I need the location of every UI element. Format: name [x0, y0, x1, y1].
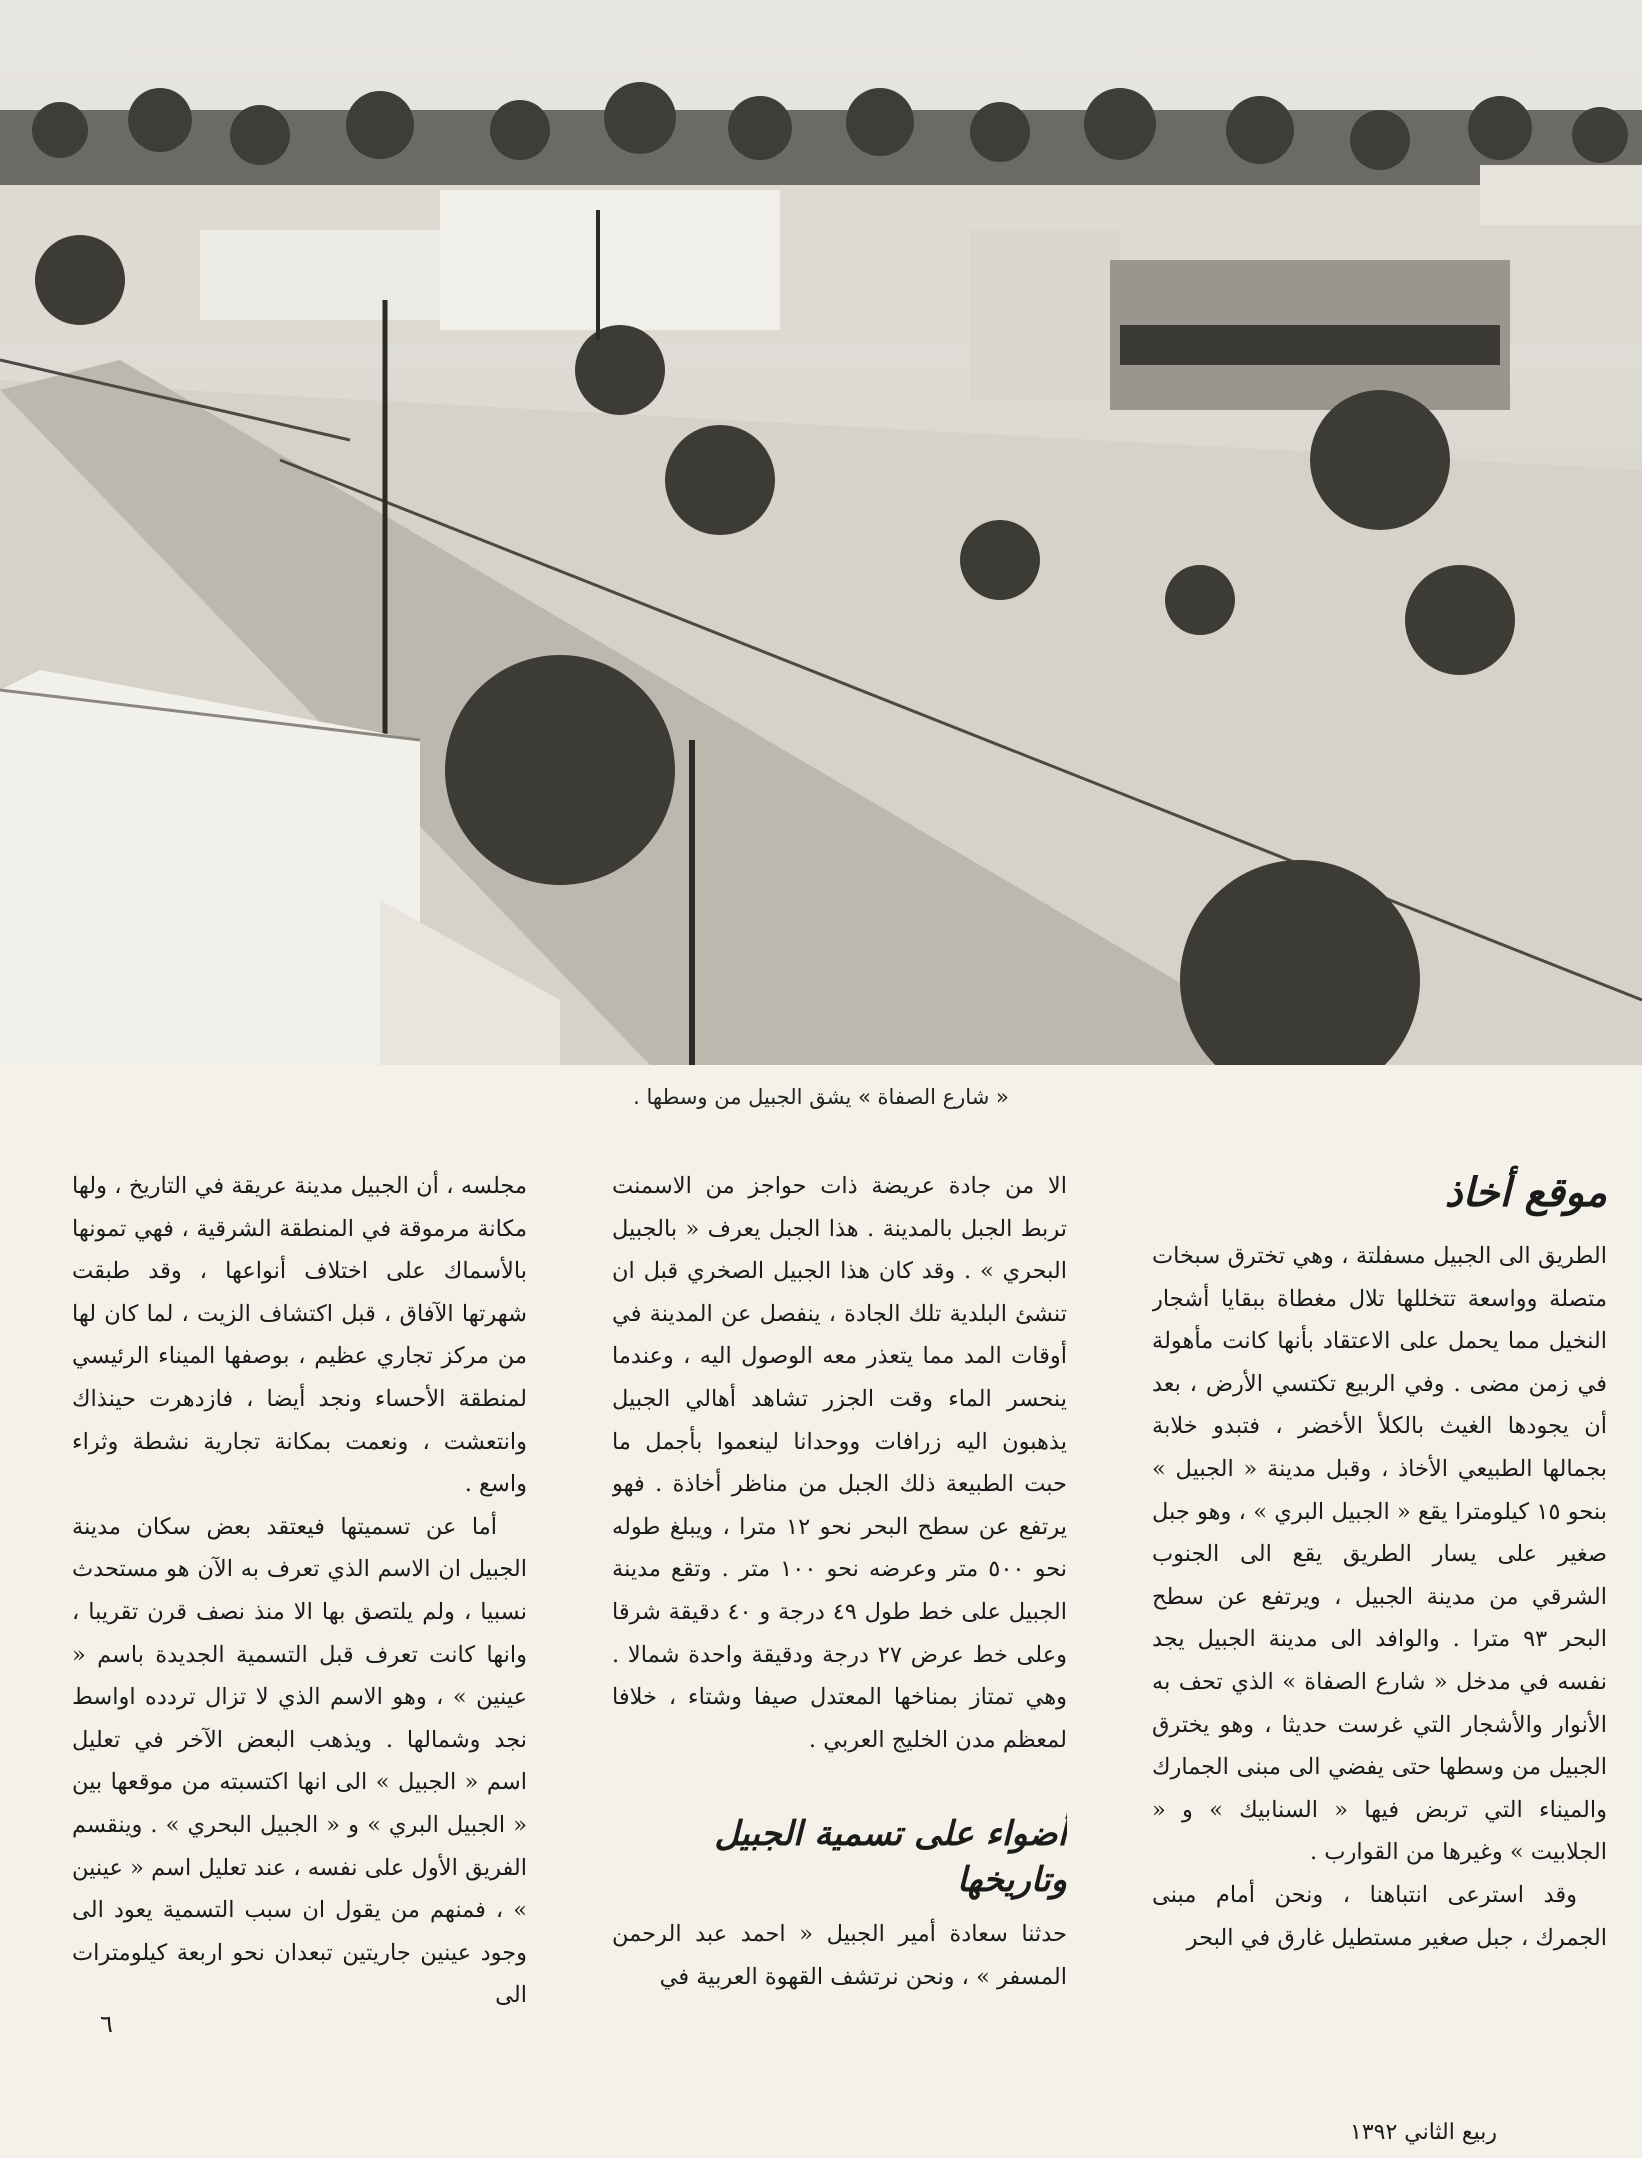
page-number: ٦: [100, 2010, 113, 2038]
paragraph: الا من جادة عريضة ذات حواجز من الاسمنت تربط الجبل بالمدينة . هذا الجبل يعرف « بالجبيل البحري » . وقد كان هذا الجبيل الصخري قبل ان تنشئ البلدية تلك الجادة ، ينفصل عن المدينة في أوقات المد مما يتعذر معه الوصول اليه ، وعندما ينحسر الماء وقت الجزر تشاهد أهالي الجبيل يذهبون اليه زرافات ووحدانا لينعموا بأجمل ما حبت الطبيعة ذلك الجبل من مناظر أخاذة . فهو يرتفع عن سطح البحر نحو ١٢ مترا ، ويبلغ طوله نحو ٥٠٠ متر وعرضه نحو ١٠٠ متر . وتقع مدينة الجبيل على خط طول ٤٩ درجة و ٤٠ دقيقة شرقا وعلى خط عرض ٢٧ درجة ودقيقة واحدة شمالا . وهي تمتاز بمناخها المعتدل صيفا وشتاء ، خلافا لمعظم مدن الخليج العربي .: [612, 1173, 1067, 1753]
article-column-2: [612, 1165, 1067, 2055]
paragraph: وقد استرعى انتباهنا ، ونحن أمام مبنى الجمرك ، جبل صغير مستطيل غارق في البحر: [1152, 1881, 1607, 1951]
paragraph: حدثنا سعادة أمير الجبيل « احمد عبد الرحمن المسفر » ، ونحن نرتشف القهوة العربية في: [612, 1921, 1067, 1990]
article-column-1: [1152, 1165, 1607, 2055]
photo-caption: « شارع الصفاة » يشق الجبيل من وسطها .: [633, 1085, 1009, 1109]
street-photo-illustration: [0, 0, 1642, 1065]
paragraph: مجلسه ، أن الجبيل مدينة عريقة في التاريخ ، ولها مكانة مرموقة في المنطقة الشرقية ، فهي تمونها بالأسماك على اختلاف أنواعها ، وقد طبقت شهرتها الآفاق ، قبل اكتشاف الزيت ، لما كان لها من مركز تجاري عظيم ، بوصفها الميناء الرئيسي لمنطقة الأحساء ونجد أيضا ، فازدهرت حينذاك وانتعشت ، ونعمت بمكانة تجارية نشطة وثراء واسع .: [72, 1173, 527, 1498]
paragraph: الطريق الى الجبيل مسفلتة ، وهي تخترق سبخات متصلة وواسعة تتخللها تلال مغطاة ببقايا أشجار النخيل مما يحمل على الاعتقاد بأنها كانت مأهولة في زمن مضى . وفي الربيع تكتسي الأرض ، بعد أن يجودها الغيث بالكلأ الأخضر ، فتبدو خلابة بجمالها الطبيعي الأخاذ ، وقبل مدينة « الجبيل » بنحو ١٥ كيلومترا يقع « الجبيل البري » ، وهو جبل صغير على يسار الطريق يقع الى الجنوب الشرقي من مدينة الجبيل ، ويرتفع عن سطح البحر ٩٣ مترا . والوافد الى مدينة الجبيل يجد نفسه في مدخل « شارع الصفاة » الذي تحف به الأنوار والأشجار التي غرست حديثا ، وهو يخترق الجبيل من وسطها حتى يفضي الى مبنى الجمارك والميناء التي تربض فيها « السنابيك » و « الجلابيت » وغيرها من القوارب .: [1152, 1243, 1607, 1866]
section-heading-naming: أضواء على تسمية الجبيل وتاريخها: [714, 1814, 1067, 1901]
issue-date: ربيع الثاني ١٣٩٢: [1350, 2120, 1497, 2145]
paragraph: أما عن تسميتها فيعتقد بعض سكان مدينة الجبيل ان الاسم الذي تعرف به الآن هو مستحدث نسبيا ، ولم يلتصق بها الا منذ نصف قرن تقريبا ، وانها كانت تعرف قبل التسمية الجديدة باسم « عينين » ، وهو الاسم الذي لا تزال تردده اواسط نجد وشمالها . ويذهب البعض الآخر في تعليل اسم « الجبيل » الى انها اكتسبته من موقعها بين « الجبيل البري » و « الجبيل البحري » . وينقسم الفريق الأول على نفسه ، عند تعليل اسم « عينين » ، فمنهم من يقول ان سبب التسمية يعود الى وجود عينين جاريتين تبعدان نحو اربعة كيلومترات الى: [72, 1513, 527, 2009]
article-column-3: [72, 1165, 527, 2055]
street-photo: [0, 0, 1642, 1065]
section-heading-location: موقع أخاذ: [1444, 1169, 1607, 1216]
